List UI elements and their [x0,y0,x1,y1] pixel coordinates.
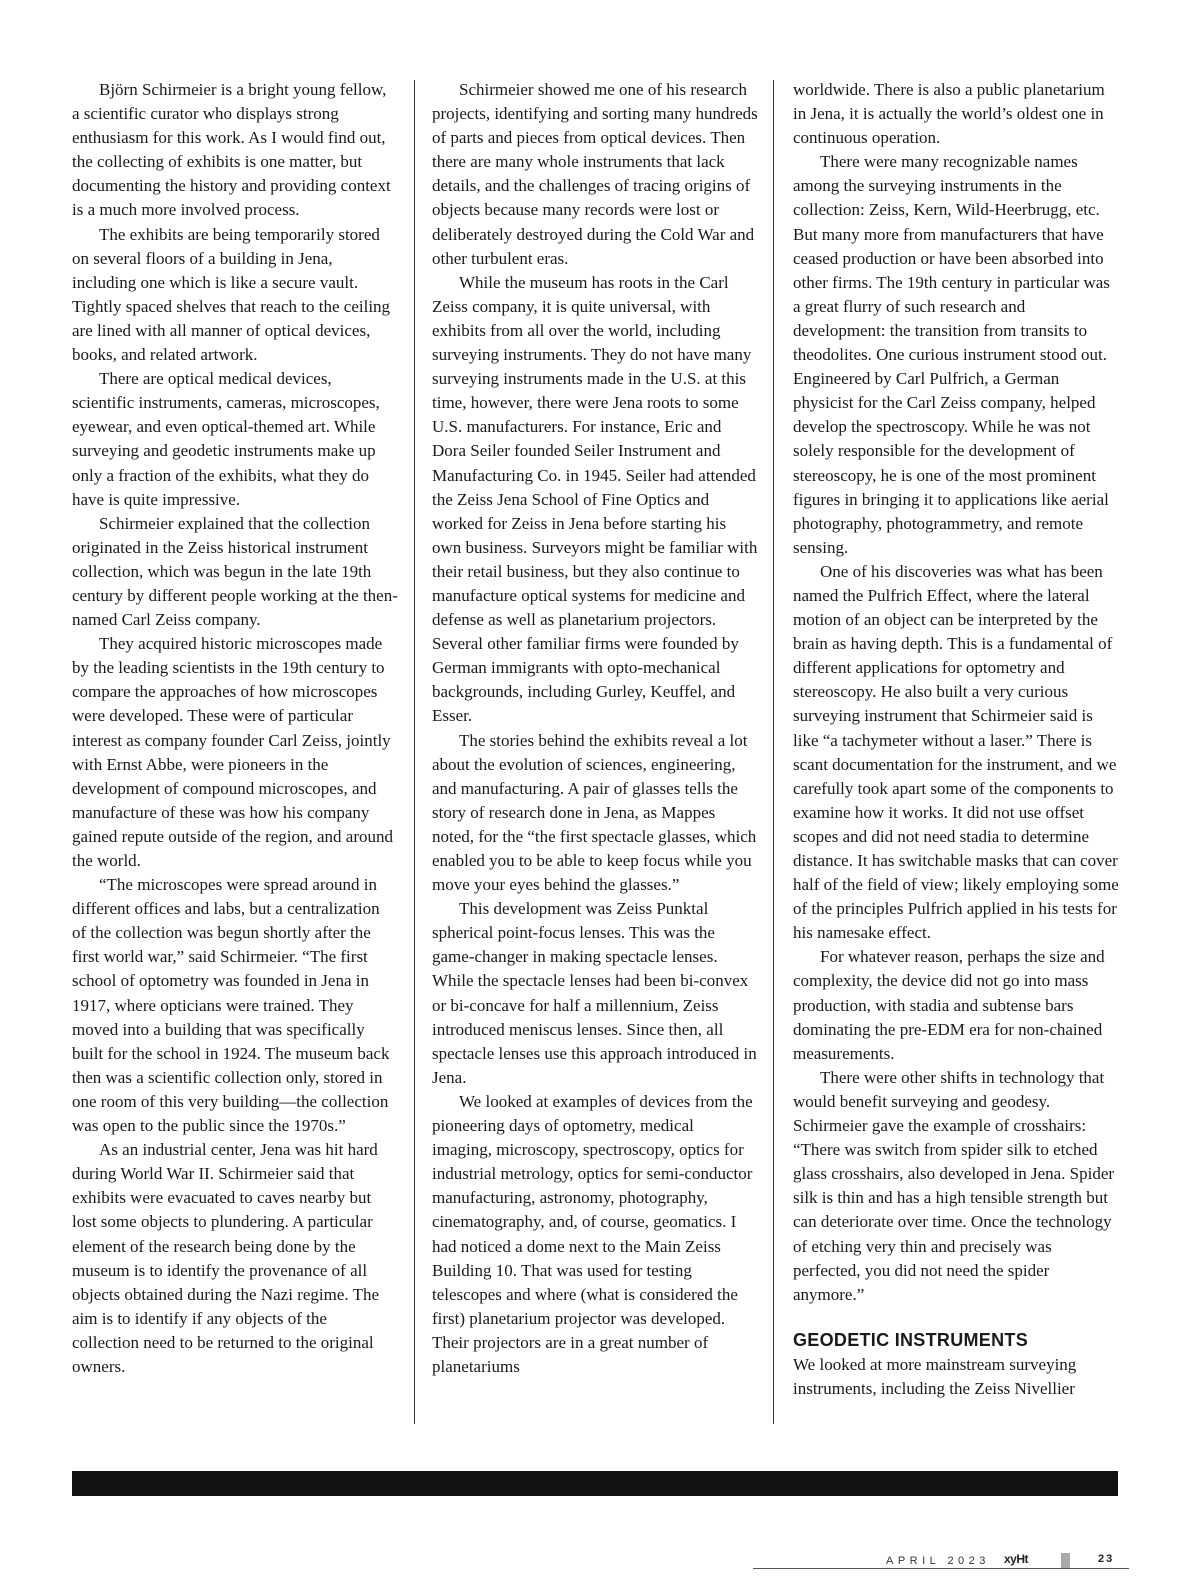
magazine-name: xyHt [1004,1552,1029,1566]
footer-rule [753,1568,1129,1569]
paragraph: There are optical medical devices, scientific instruments, cameras, microscopes, eyewear, and even optical-themed art. While surveying and geodetic instruments make up only a fraction of the exhibits, what they do have is quite impressive. [72,369,380,509]
paragraph: “The microscopes were spread around in different offices and labs, but a centralization of the collection was begun shortly after the first world war,” said Schirmeier. “The first school of optometry was founded in Jena in 1917, where opticians were trained. They moved into a building that was specifically built for the school in 1924. The museum back then was a scientific collection only, stored in one room of this very building—the collection was open to the public since the 1970s.” [72,875,390,1136]
footer-bar [72,1471,1118,1496]
column-1 [72,78,398,1379]
paragraph: They acquired historic microscopes made by the leading scientists in the 19th century to compare the approaches of how microscopes were developed. These were of particular interest as company founder Carl Zeiss, jointly with Ernst Abbe, were pioneers in the development of compound microscopes, and manufacture of these was how his company gained repute outside of the region, and around the world. [72,634,394,870]
paragraph: We looked at more mainstream surveying instruments, including the Zeiss Nivellier [793,1354,1077,1398]
paragraph: For whatever reason, perhaps the size and complexity, the device did not go into mass production, with stadia and subtense bars dominating the pre-EDM era for non-chained measurements. [793,947,1105,1063]
paragraph: There were other shifts in technology that would benefit surveying and geodesy. Schirmeier gave the example of crosshairs: “There was switch from spider silk to etched glass crosshairs, also developed in Jena. Spider silk is thin and has a high tensible strength but can deteriorate over time. Once the technology of etching very thin and precisely was perfected, you did not need the spider anymore.” [793,1067,1115,1304]
issue-date: APRIL 2023 [886,1555,990,1567]
column-divider [414,80,415,1424]
paragraph: This development was Zeiss Punktal spherical point-focus lenses. This was the game-changer in making spectacle lenses. While the spectacle lenses had been bi-convex or bi-concave for half a millennium, Zeiss introduced meniscus lenses. Since then, all spectacle lenses use this approach introduced in Jena. [432,899,757,1087]
paragraph: worldwide. There is also a public planetarium in Jena, it is actually the world’s oldest one in continuous operation. [793,80,1105,148]
paragraph: As an industrial center, Jena was hit hard during World War II. Schirmeier said that exhibits were evacuated to caves nearby but lost some objects to plundering. A particular element of the research being done by the museum is to identify the provenance of all objects obtained during the Nazi regime. The aim is to identify if any objects of the collection need to be returned to the original owners. [72,1140,380,1376]
column-divider [773,80,774,1424]
page-number: 23 [1098,1553,1115,1565]
paragraph: One of his discoveries was what has been named the Pulfrich Effect, where the lateral motion of an object can be interpreted by the brain as having depth. This is a fundamental of different applications for optometry and stereoscopy. He also built a very curious surveying instrument that Schirmeier said is like “a tachymeter without a laser.” There is scant documentation for the instrument, and we carefully took apart some of the components to examine how it works. It did not use offset scopes and did not need stadia to determine distance. It has switchable masks that can cover half of the field of view; likely employing some of the principles Pulfrich applied in his tests for his namesake effect. [793,561,1119,943]
paragraph: Schirmeier showed me one of his research projects, identifying and sorting many hundreds of parts and pieces from optical devices. Then there are many whole instruments that lack details, and the challenges of tracing origins of objects because many records were lost or deliberately destroyed during the Cold War and other turbulent eras. [432,80,758,268]
column-3 [793,78,1119,1401]
paragraph: Schirmeier explained that the collection originated in the Zeiss historical instrument collection, which was begun in the late 19th century by different people working at the then-named Carl Zeiss company. [72,513,398,630]
paragraph: The stories behind the exhibits reveal a lot about the evolution of sciences, engineering, and manufacturing. A pair of glasses tells the story of research done in Jena, as Mappes noted, for the “the first spectacle glasses, which enabled you to be able to keep focus while you move your eyes behind the glasses.” [432,730,757,895]
footer-marker [1061,1553,1070,1568]
section-subhead: GEODETIC INSTRUMENTS [793,1329,1029,1350]
paragraph: While the museum has roots in the Carl Zeiss company, it is quite universal, with exhibits from all over the world, including surveying instruments. They do not have many surveying instruments made in the U.S. at this time, however, there were Jena roots to some U.S. manufacturers. For instance, Eric and Dora Seiler founded Seiler Instrument and Manufacturing Co. in 1945. Seiler had attended the Zeiss Jena School of Fine Optics and worked for Zeiss in Jena before starting his own business. Surveyors might be familiar with their retail business, but they also continue to manufacture optical systems for medicine and defense as well as planetarium projectors. Several other familiar firms were founded by German immigrants with opto-mechanical backgrounds, including Gurley, Keuffel, and Esser. [432,272,758,726]
paragraph: The exhibits are being temporarily stored on several floors of a building in Jena, including one which is like a secure vault. Tightly spaced shelves that reach to the ceiling are lined with all manner of optical devices, books, and related artwork. [72,224,391,365]
column-2 [432,78,758,1379]
paragraph: We looked at examples of devices from the pioneering days of optometry, medical imaging, microscopy, spectroscopy, optics for industrial metrology, optics for semi-conductor manufacturing, astronomy, photography, cinematography, and, of course, geomatics. I had noticed a dome next to the Main Zeiss Building 10. That was used for testing telescopes and where (what is considered the first) planetarium projector was developed. Their projectors are in a great number of planetariums [432,1091,753,1376]
paragraph: Björn Schirmeier is a bright young fellow, a scientific curator who displays strong enthusiasm for this work. As I would find out, the collecting of exhibits is one matter, but documenting the history and providing context is a much more involved process. [72,80,391,220]
paragraph: There were many recognizable names among the surveying instruments in the collection: Zeiss, Kern, Wild-Heerbrugg, etc. But many more from manufacturers that have ceased production or have been absorbed into other firms. The 19th century in particular was a great flurry of such research and development: the transition from transits to theodolites. One curious instrument stood out. Engineered by Carl Pulfrich, a German physicist for the Carl Zeiss company, helped develop the spectroscopy. While he was not solely responsible for the development of stereoscopy, he is one of the most prominent figures in bringing it to applications like aerial photography, photogrammetry, and remote sensing. [793,152,1110,557]
